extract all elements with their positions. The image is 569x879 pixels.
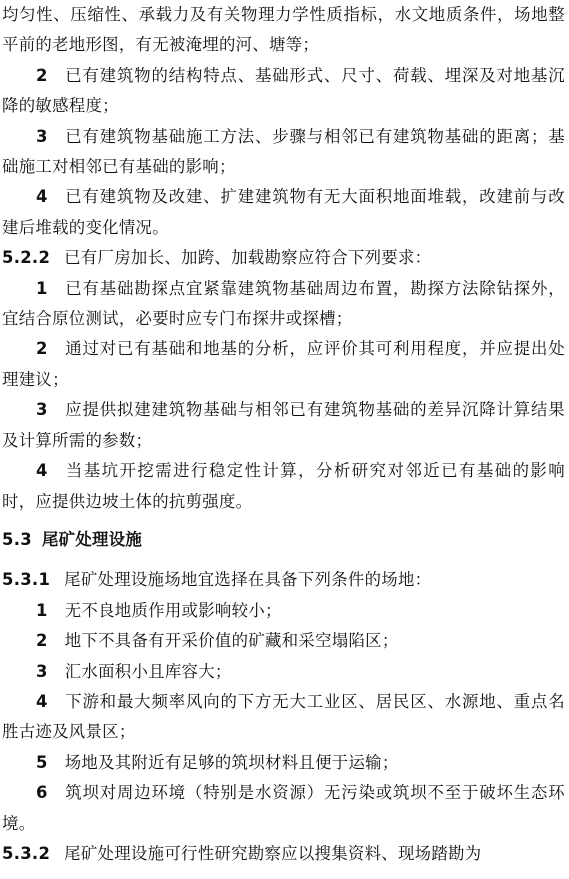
clause-text: 已有厂房加长、加跨、加载勘察应符合下列要求： — [64, 248, 432, 268]
item-text: 汇水面积小且库容大； — [64, 661, 232, 681]
clause — [2, 839, 565, 869]
clause-number: 5.3.2 — [2, 843, 51, 863]
list-item — [2, 182, 565, 243]
list-item — [2, 274, 565, 335]
list-item — [2, 456, 565, 517]
clause-text: 尾矿处理设施场地宜选择在具备下列条件的场地： — [64, 570, 432, 590]
list-item — [2, 748, 565, 778]
clause-text: 尾矿处理设施可行性研究勘察应以搜集资料、现场踏勘为 — [64, 843, 482, 863]
item-number: 5 — [36, 752, 48, 772]
clause — [2, 565, 565, 595]
clause-number: 5.3.1 — [2, 570, 51, 590]
item-number: 3 — [36, 661, 48, 681]
list-item — [2, 395, 565, 456]
item-number: 2 — [36, 339, 48, 359]
item-number: 1 — [36, 600, 48, 620]
paragraph-text: 均匀性、压缩性、承载力及有关物理力学性质指标，水文地质条件，场地整平前的老地形图，有无被淹埋的河、塘等； — [2, 5, 565, 55]
item-text: 应提供拟建建筑物基础与相邻已有建筑物基础的差异沉降计算结果及计算所需的参数； — [2, 400, 565, 450]
item-text: 场地及其附近有足够的筑坝材料且便于运输； — [64, 752, 399, 772]
item-number: 4 — [36, 691, 48, 711]
list-item — [2, 61, 565, 122]
clause-number: 5.2.2 — [2, 248, 51, 268]
item-text: 已有建筑物基础施工方法、步骤与相邻已有建筑物基础的距离；基础施工对相邻已有基础的影响； — [2, 126, 565, 177]
list-item — [2, 122, 565, 183]
clause — [2, 243, 565, 273]
item-text: 筑坝对周边环境（特别是水资源）无污染或筑坝不至于破坏生态环境。 — [2, 783, 565, 833]
section-heading — [2, 525, 565, 555]
list-item — [2, 687, 565, 748]
item-number: 2 — [36, 631, 48, 651]
section-title: 尾矿处理设施 — [41, 529, 143, 549]
item-text: 地下不具备有开采价值的矿藏和采空塌陷区； — [64, 631, 399, 651]
item-text: 已有基础勘探点宜紧靠建筑物基础周边布置，勘探方法除钻探外，宜结合原位测试，必要时应专门布探井或探槽； — [2, 278, 565, 329]
section-number: 5.3 — [2, 529, 32, 549]
item-number: 3 — [36, 400, 48, 420]
item-text: 已有建筑物的结构特点、基础形式、尺寸、荷载、埋深及对地基沉降的敏感程度； — [2, 65, 565, 116]
item-text: 通过对已有基础和地基的分析，应评价其可利用程度，并应提出处理建议； — [2, 339, 565, 389]
list-item — [2, 778, 565, 839]
item-number: 4 — [36, 187, 48, 207]
list-item — [2, 657, 565, 687]
item-text: 当基坑开挖需进行稳定性计算，分析研究对邻近已有基础的影响时，应提供边坡土体的抗剪强度。 — [2, 461, 565, 511]
item-number: 1 — [36, 278, 48, 298]
item-number: 4 — [36, 461, 48, 481]
item-number: 3 — [36, 126, 48, 146]
list-item — [2, 596, 565, 626]
list-item — [2, 626, 565, 656]
item-text: 已有建筑物及改建、扩建建筑物有无大面积地面堆载，改建前与改建后堆载的变化情况。 — [2, 187, 565, 237]
paragraph-continuation — [2, 0, 565, 61]
item-number: 6 — [36, 783, 48, 803]
list-item — [2, 334, 565, 395]
item-text: 下游和最大频率风向的下方无大工业区、居民区、水源地、重点名胜古迹及风景区； — [2, 691, 565, 742]
item-number: 2 — [36, 65, 48, 85]
item-text: 无不良地质作用或影响较小； — [64, 600, 282, 620]
